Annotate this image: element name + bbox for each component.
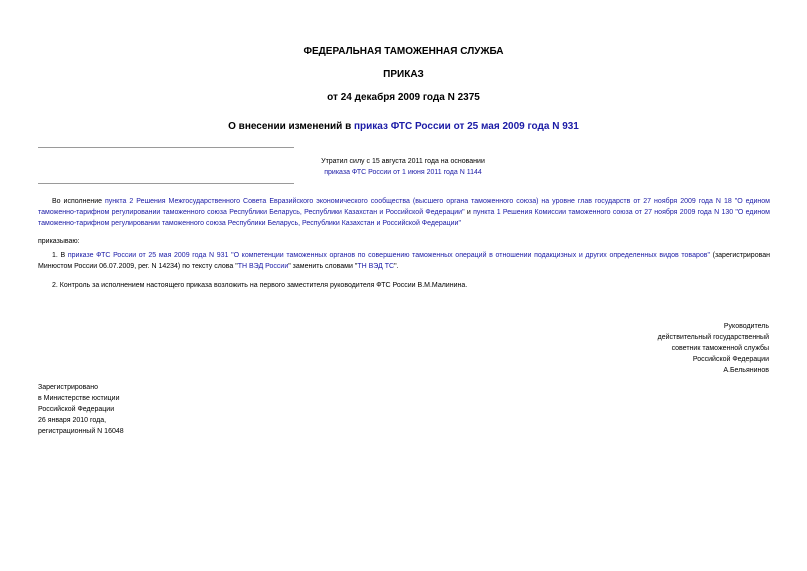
item1-link-2[interactable]: ТН ВЭД России [237, 263, 289, 270]
validity-link[interactable]: приказа ФТС России от 1 июня 2011 года N 1144 [324, 169, 482, 176]
intro-text-1: Во исполнение [52, 198, 106, 205]
order-word: приказываю: [38, 238, 80, 245]
signature-line: действительный государственный [657, 334, 769, 341]
registration-line: Зарегистрировано [38, 384, 98, 391]
signature-line: Руководитель [723, 323, 769, 330]
intro-link-1[interactable]: пункта 2 Решения Межгосударственного Совета Евразийского экономического сообщества (высшего органа таможенного союза) на уровне глав государств от 27 ноября 2009 года N 18 "О едином таможенно-тарифном регулировании таможенного союза Республики Беларусь, Республики Казахстан и Российской Федерации" [38, 198, 770, 216]
item1-link-3[interactable]: ТН ВЭД ТС [357, 263, 395, 270]
item1-text-2: (зарегистрирован Минюстом России 06.07.2009, рег. N 14234) по тексту слова " [38, 252, 770, 270]
item1-text-4: ". [394, 263, 399, 270]
title-link[interactable]: приказ ФТС России от 25 мая 2009 года N 931 [354, 121, 579, 132]
registration-line: Российской Федерации [38, 406, 115, 413]
intro-text-2: и [464, 209, 474, 216]
item-1-paragraph [38, 250, 770, 272]
item1-link-1[interactable]: приказе ФТС России от 25 мая 2009 года N 931 "О компетенции таможенных органов по совершению таможенных операций в отношении подакцизных и других определенных видов товаров" [67, 252, 710, 259]
registration-line: 26 января 2010 года, [38, 417, 107, 424]
item-2-paragraph: 2. Контроль за исполнением настоящего приказа возложить на первого заместителя руководителя ФТС России В.М.Малинина. [52, 282, 468, 289]
document-date: от 24 декабря 2009 года N 2375 [327, 92, 480, 103]
validity-note [300, 156, 506, 178]
registration-line: в Министерстве юстиции [38, 395, 120, 402]
intro-link-2[interactable]: пункта 1 Решения Комиссии таможенного союза от 27 ноября 2009 года N 130 "О едином таможенно-тарифном регулировании таможенного союза Республики Беларусь, Республики Казахстан и Российской Федерации" [38, 209, 770, 227]
signature-line: советник таможенной службы [671, 345, 769, 352]
divider-bottom [38, 183, 294, 184]
title-prefix: О внесении изменений в [228, 121, 354, 132]
signature-block [549, 321, 769, 376]
signature-line: А.Бельянинов [723, 367, 769, 374]
registration-block [38, 382, 238, 437]
registration-line: регистрационный N 16048 [38, 428, 124, 435]
intro-paragraph [38, 196, 770, 229]
document-title [0, 121, 807, 132]
signature-line: Российской Федерации [692, 356, 769, 363]
item1-text-3: " заменить словами " [288, 263, 358, 270]
item1-text-1: 1. В [52, 252, 68, 259]
divider-top [38, 147, 294, 148]
document-type: ПРИКАЗ [383, 69, 424, 80]
agency-name: ФЕДЕРАЛЬНАЯ ТАМОЖЕННАЯ СЛУЖБА [303, 46, 504, 57]
validity-text: Утратил силу с 15 августа 2011 года на основании [321, 158, 485, 165]
